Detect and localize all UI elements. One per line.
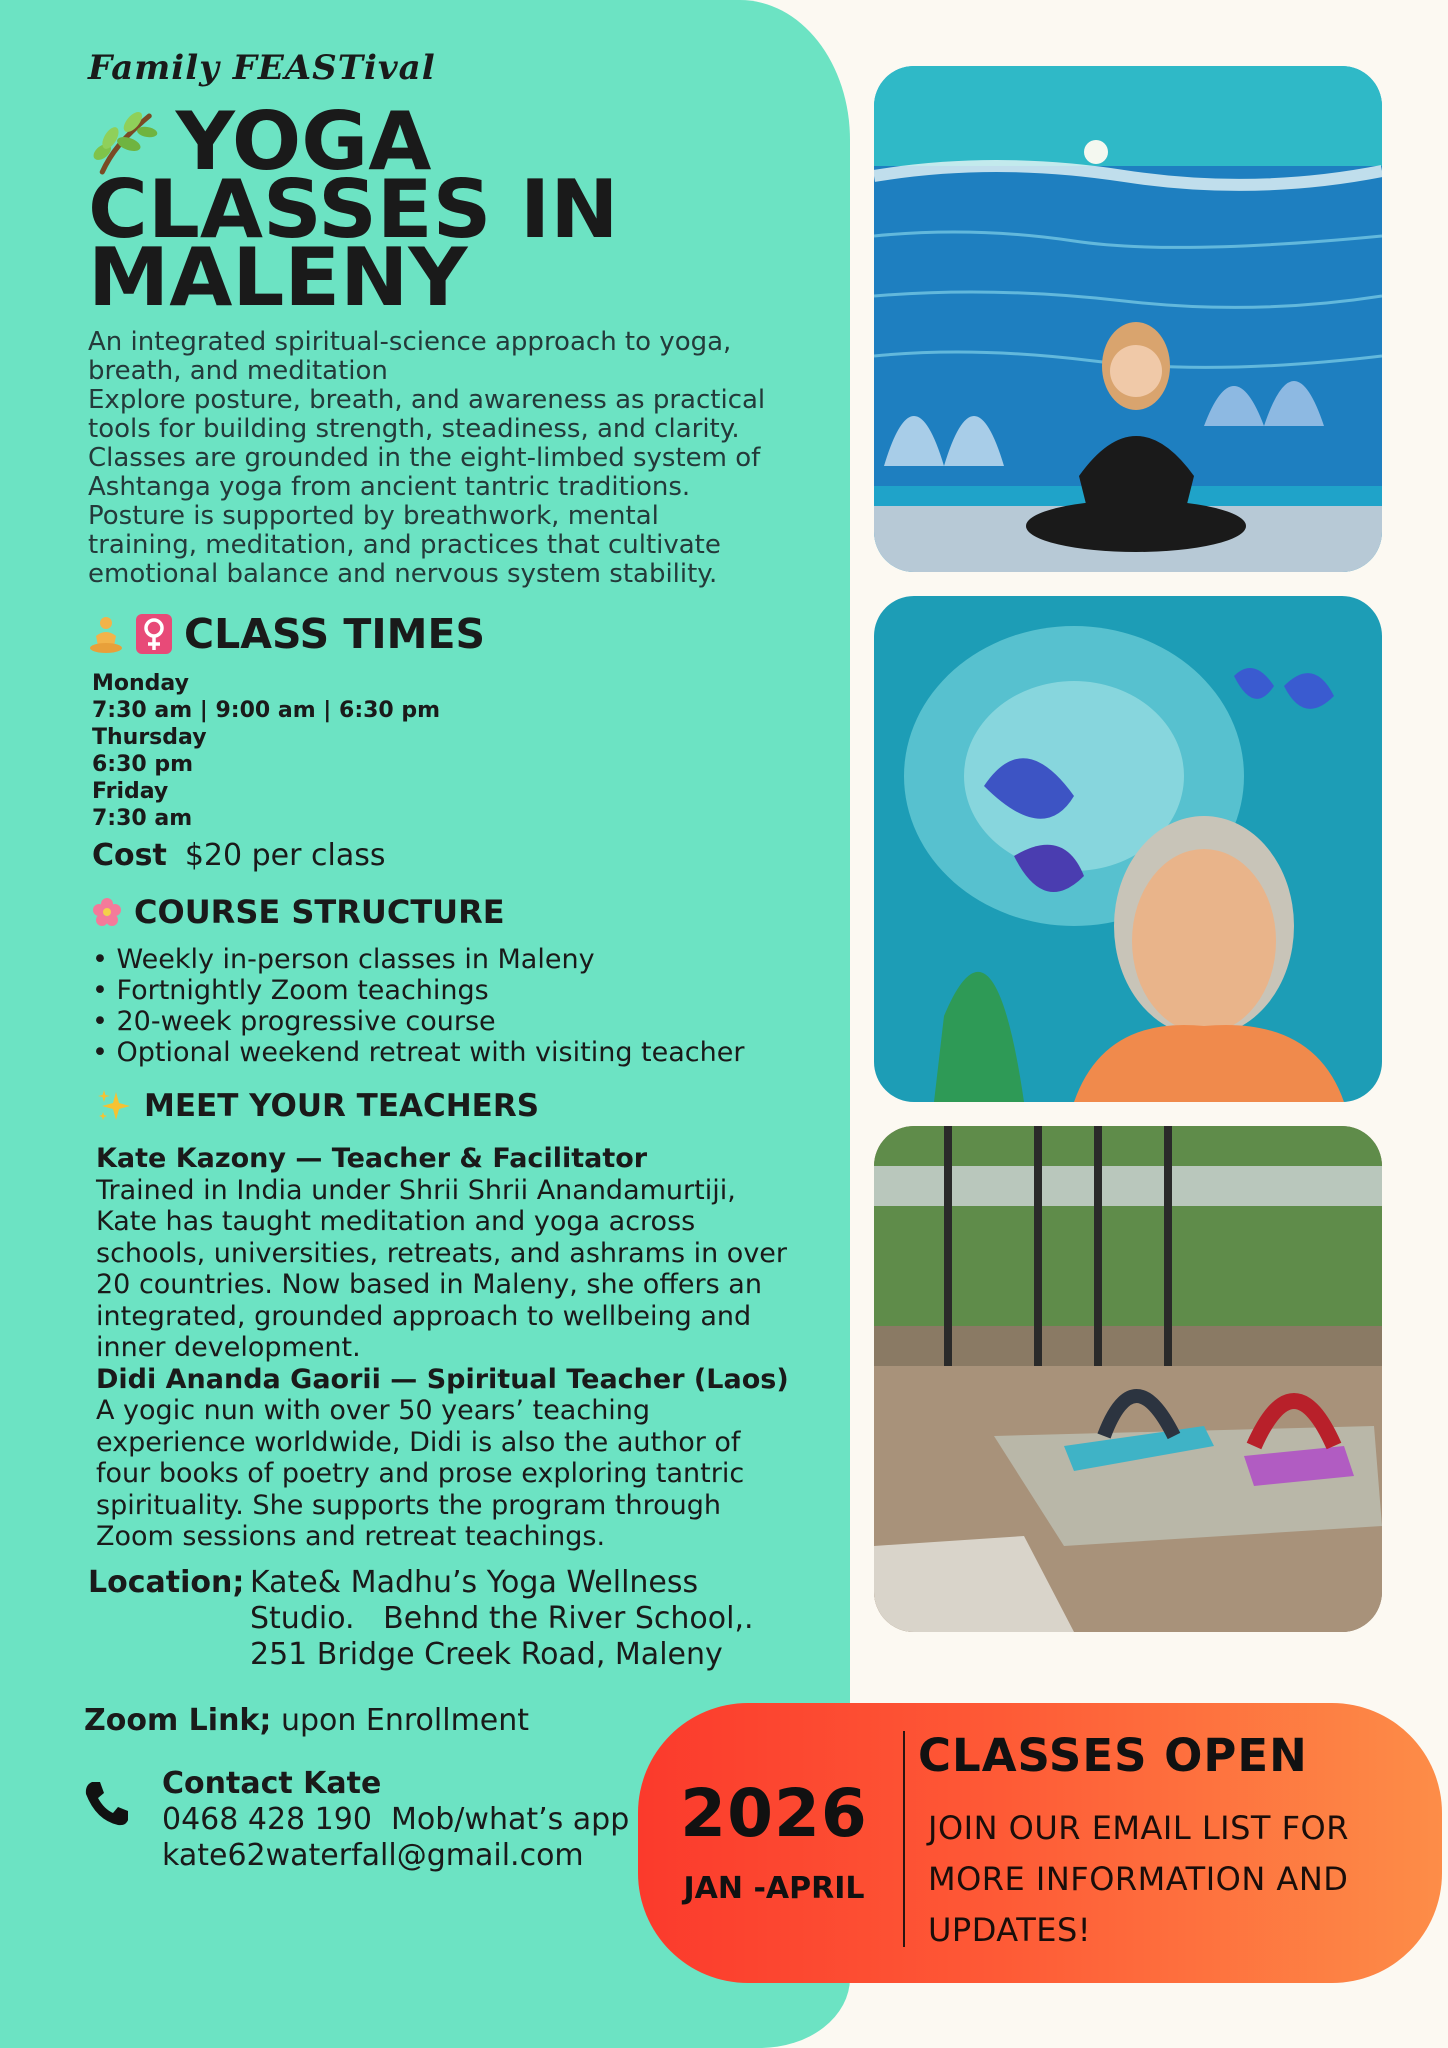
contact-email[interactable]: kate62waterfall@gmail.com [162, 1838, 584, 1873]
classes-open-banner [638, 1703, 1442, 1983]
class-time: 7:30 am | 9:00 am | 6:30 pm [92, 698, 441, 723]
photo-meditation-mural [874, 66, 1382, 572]
title-line-3: MALENY [88, 231, 468, 324]
location-row [88, 1565, 754, 1673]
female-sign-icon [136, 614, 172, 654]
list-item: • Optional weekend retreat with visiting teacher [92, 1037, 745, 1068]
banner-message: JOIN OUR EMAIL LIST FOR MORE INFORMATION AND UPDATES! [928, 1809, 1349, 1949]
class-time: 6:30 pm [92, 752, 194, 777]
meditation-icon [88, 614, 124, 654]
cost-value: $20 per class [184, 838, 386, 873]
title-line-2: CLASSES IN [88, 163, 619, 256]
list-item: • 20-week progressive course [92, 1006, 496, 1037]
class-times-list [92, 670, 440, 832]
photo-studio-class [874, 1126, 1382, 1632]
location-label: Location; [88, 1565, 245, 1600]
teacher-name: Kate Kazony — Teacher & Facilitator [96, 1143, 648, 1174]
contact-label: Contact Kate [162, 1766, 382, 1801]
zoom-row [84, 1703, 529, 1738]
list-item: • Fortnightly Zoom teachings [92, 975, 489, 1006]
teachers-heading [96, 1088, 539, 1124]
teacher-bio: A yogic nun with over 50 years’ teaching experience worldwide, Didi is also the author of four books of poetry and prose exploring tantric spirituality. She supports the program through Zoom sessions and retreat teachings. [96, 1395, 745, 1552]
teachers-title: MEET YOUR TEACHERS [144, 1088, 540, 1124]
banner-divider [903, 1731, 905, 1947]
address-line: Kate& Madhu’s Yoga Wellness [250, 1565, 699, 1600]
list-item: • Weekly in-person classes in Maleny [92, 944, 595, 975]
course-structure-heading [92, 893, 505, 931]
zoom-label: Zoom Link; [84, 1703, 272, 1738]
course-structure-title: COURSE STRUCTURE [134, 893, 505, 931]
photo-teacher-portrait [874, 596, 1382, 1102]
banner-heading: CLASSES OPEN [918, 1729, 1308, 1782]
location-address [250, 1565, 754, 1673]
teacher-name: Didi Ananda Gaorii — Spiritual Teacher (Laos) [96, 1363, 789, 1395]
zoom-value: upon Enrollment [280, 1703, 530, 1738]
contact-phone[interactable]: 0468 428 190 Mob/what’s app [162, 1802, 630, 1837]
address-line: Studio. Behnd the River School,. [250, 1601, 754, 1636]
address-line: 251 Bridge Creek Road, Maleny [250, 1637, 723, 1672]
class-times-heading [88, 610, 485, 658]
course-structure-list [92, 944, 744, 1068]
hibiscus-icon [92, 897, 122, 927]
class-day: Friday [92, 779, 169, 804]
contact-block [162, 1766, 629, 1874]
sparkles-icon [96, 1088, 132, 1124]
teacher-bio: Trained in India under Shrii Shrii Anandamurtiji, Kate has taught meditation and yoga across schools, universities, retreats, and ashrams in over 20 countries. Now based in Maleny, she offers an integrated, grounded approach to wellbeing and inner development. [96, 1174, 788, 1363]
class-time: 7:30 am [92, 806, 193, 831]
phone-icon [82, 1778, 132, 1828]
banner-year: 2026 [680, 1775, 868, 1852]
class-day: Monday [92, 671, 189, 696]
class-times-title: CLASS TIMES [184, 610, 485, 658]
class-day: Thursday [92, 725, 207, 750]
title-line-1: YOGA [175, 95, 432, 188]
cost-label: Cost [92, 838, 167, 873]
brand-name: Family FEASTival [88, 48, 436, 88]
intro-text: An integrated spiritual-science approach to yoga, breath, and meditation Explore posture, breath, and awareness as practical tools for building strength, steadiness, and clarity. Classes are grounded in the eight-limbed system of Ashtanga yoga from ancient tantric traditions. Posture is supported by breathwork, mental training, meditation, and practices that cultivate emotional balance and nervous system stability. [88, 327, 766, 589]
banner-dates: JAN -APRIL [683, 1871, 865, 1906]
cost-row [92, 838, 385, 873]
page-title [88, 95, 802, 324]
teachers-section [96, 1143, 796, 1553]
